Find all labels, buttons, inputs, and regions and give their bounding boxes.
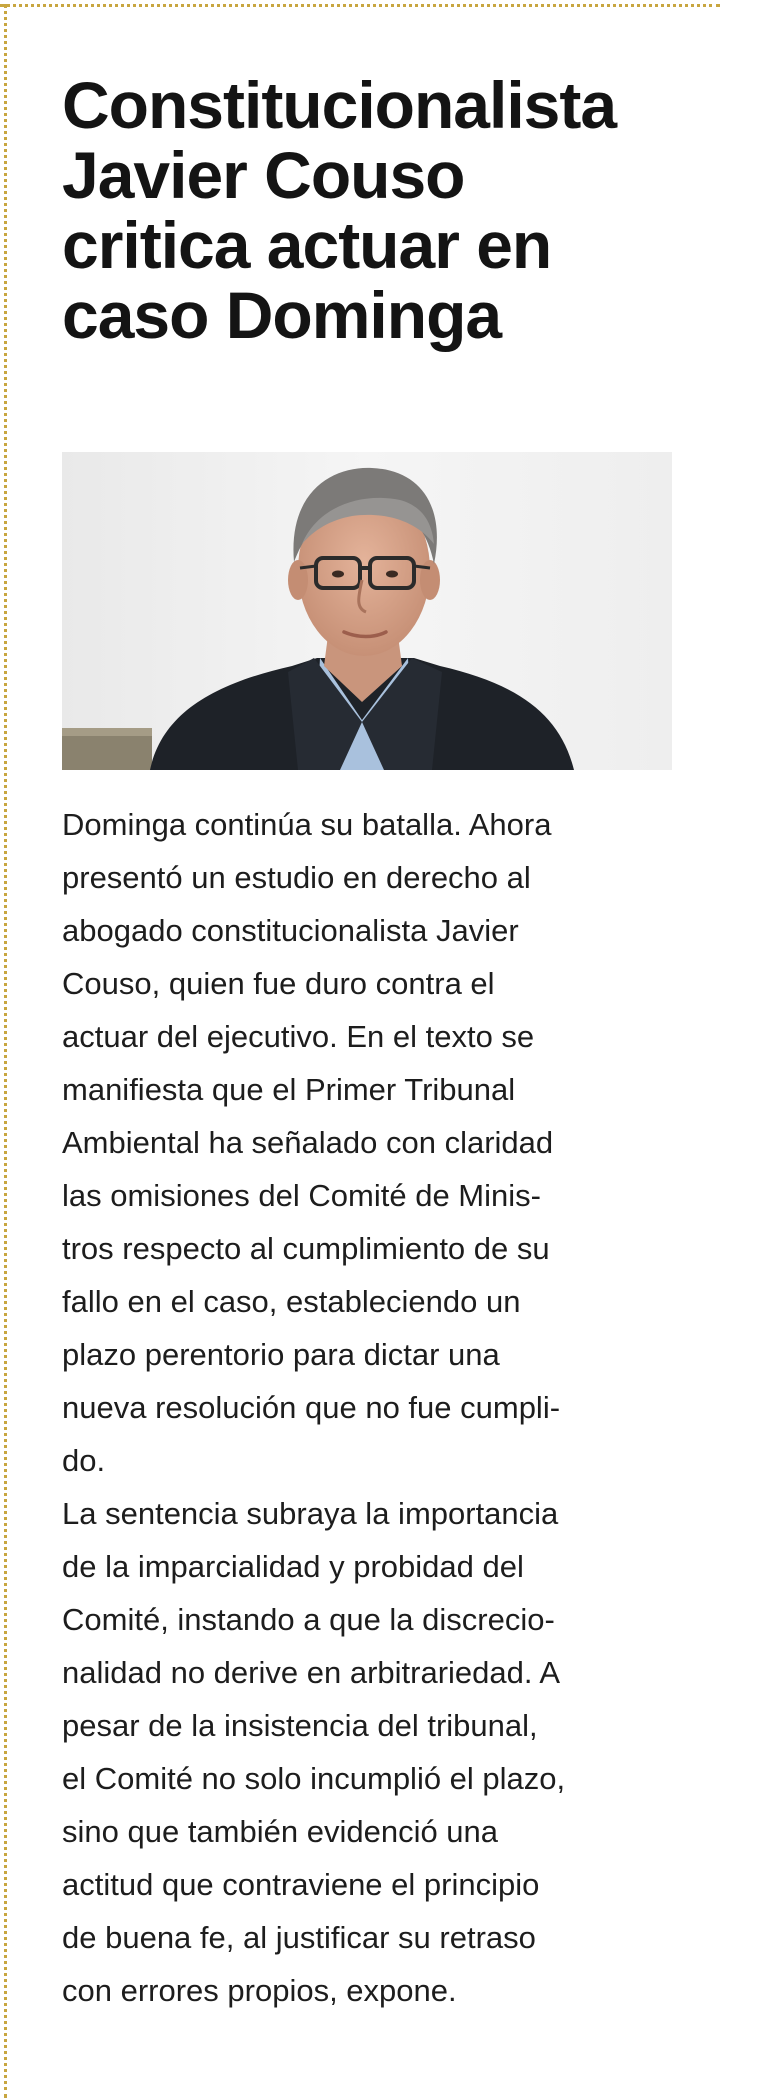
headline-line: caso Dominga	[62, 278, 502, 352]
text-line: las omisiones del Comité de Minis-	[62, 1178, 541, 1213]
chair-back	[62, 734, 152, 770]
eye-right	[386, 571, 398, 578]
text-line: abogado constitucionalista Javier	[62, 913, 519, 948]
text-line: Couso, quien fue duro contra el	[62, 966, 495, 1001]
text-line: Comité, instando a que la discrecio-	[62, 1602, 555, 1637]
text-line: Ambiental ha señalado con claridad	[62, 1125, 554, 1160]
text-line: plazo perentorio para dictar una	[62, 1337, 500, 1372]
text-line: Dominga continúa su batalla. Ahora	[62, 807, 552, 842]
dotted-border-left	[4, 4, 7, 2098]
article-body	[62, 798, 692, 2017]
text-line: nalidad no derive en arbitrariedad. A	[62, 1655, 561, 1690]
text-line: fallo en el caso, estableciendo un	[62, 1284, 521, 1319]
text-line: nueva resolución que no fue cumpli-	[62, 1390, 561, 1425]
portrait-photo	[62, 452, 672, 770]
glasses-arm-right	[414, 566, 430, 568]
headline	[62, 70, 692, 350]
text-line: actitud que contraviene el principio	[62, 1867, 540, 1902]
text-line: el Comité no solo incumplió el plazo,	[62, 1761, 566, 1796]
portrait-illustration	[62, 452, 672, 770]
text-line: sino que también evidenció una	[62, 1814, 499, 1849]
text-line: actuar del ejecutivo. En el texto se	[62, 1019, 535, 1054]
text-line: La sentencia subraya la importancia	[62, 1496, 559, 1531]
eye-left	[332, 571, 344, 578]
news-article	[62, 70, 692, 2017]
paragraph-1	[62, 798, 692, 1487]
text-line: manifiesta que el Primer Tribunal	[62, 1072, 516, 1107]
dotted-border-top	[0, 4, 720, 7]
paragraph-2	[62, 1487, 692, 2017]
headline-line: Constitucionalista	[62, 68, 617, 142]
headline-line: Javier Couso	[62, 138, 465, 212]
chair-edge	[62, 728, 152, 736]
text-line: con errores propios, expone.	[62, 1973, 457, 2008]
text-line: de la imparcialidad y probidad del	[62, 1549, 524, 1584]
glasses-arm-left	[300, 566, 316, 568]
text-line: de buena fe, al justificar su retraso	[62, 1920, 536, 1955]
text-line: tros respecto al cumplimiento de su	[62, 1231, 550, 1266]
headline-line: critica actuar en	[62, 208, 552, 282]
text-line: pesar de la insistencia del tribunal,	[62, 1708, 538, 1743]
text-line: presentó un estudio en derecho al	[62, 860, 531, 895]
text-line: do.	[62, 1443, 106, 1478]
